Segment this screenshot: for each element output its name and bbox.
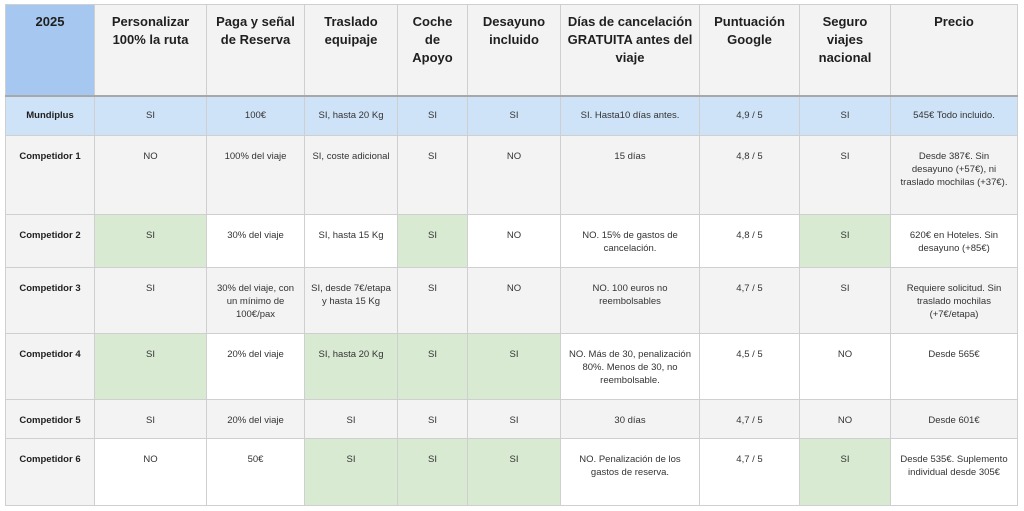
cell-coche: SI bbox=[398, 268, 468, 334]
header-desayuno-incluido: Desayuno incluido bbox=[468, 5, 561, 96]
header-year: 2025 bbox=[6, 5, 95, 96]
cell-paga-senal: 20% del viaje bbox=[207, 334, 305, 400]
table-row-competidor-3 bbox=[6, 268, 1018, 334]
cell-personalizar: SI bbox=[95, 96, 207, 136]
cell-puntuacion: 4,5 / 5 bbox=[700, 334, 800, 400]
cell-precio: Requiere solicitud. Sin traslado mochilas (+7€/etapa) bbox=[891, 268, 1018, 334]
cell-desayuno: NO bbox=[468, 215, 561, 268]
cell-coche: SI bbox=[398, 334, 468, 400]
table-row-competidor-6 bbox=[6, 439, 1018, 506]
cell-cancelacion: NO. Penalización de los gastos de reserva. bbox=[561, 439, 700, 506]
cell-personalizar: NO bbox=[95, 136, 207, 215]
cell-seguro: SI bbox=[800, 215, 891, 268]
cell-seguro: SI bbox=[800, 439, 891, 506]
cell-desayuno: SI bbox=[468, 400, 561, 439]
cell-paga-senal: 30% del viaje, con un mínimo de 100€/pax bbox=[207, 268, 305, 334]
cell-precio: 545€ Todo incluido. bbox=[891, 96, 1018, 136]
cell-traslado: SI, hasta 20 Kg bbox=[305, 334, 398, 400]
table-row-mundiplus bbox=[6, 96, 1018, 136]
row-name: Competidor 6 bbox=[6, 439, 95, 506]
cell-traslado: SI, coste adicional bbox=[305, 136, 398, 215]
cell-precio: Desde 565€ bbox=[891, 334, 1018, 400]
cell-desayuno: SI bbox=[468, 334, 561, 400]
header-row bbox=[6, 5, 1018, 96]
row-name: Competidor 3 bbox=[6, 268, 95, 334]
cell-cancelacion: NO. 15% de gastos de cancelación. bbox=[561, 215, 700, 268]
cell-puntuacion: 4,8 / 5 bbox=[700, 215, 800, 268]
header-seguro-viajes: Seguro viajes nacional bbox=[800, 5, 891, 96]
cell-precio: Desde 601€ bbox=[891, 400, 1018, 439]
cell-traslado: SI, hasta 15 Kg bbox=[305, 215, 398, 268]
row-name: Competidor 2 bbox=[6, 215, 95, 268]
cell-personalizar: SI bbox=[95, 215, 207, 268]
cell-puntuacion: 4,7 / 5 bbox=[700, 400, 800, 439]
header-personalizar-ruta: Personalizar 100% la ruta bbox=[95, 5, 207, 96]
cell-personalizar: NO bbox=[95, 439, 207, 506]
cell-desayuno: SI bbox=[468, 439, 561, 506]
cell-seguro: SI bbox=[800, 136, 891, 215]
cell-traslado: SI bbox=[305, 439, 398, 506]
header-precio: Precio bbox=[891, 5, 1018, 96]
cell-paga-senal: 100€ bbox=[207, 96, 305, 136]
header-puntuacion-google: Puntuación Google bbox=[700, 5, 800, 96]
table-row-competidor-1 bbox=[6, 136, 1018, 215]
cell-coche: SI bbox=[398, 439, 468, 506]
cell-cancelacion: 30 días bbox=[561, 400, 700, 439]
comparison-table bbox=[5, 4, 1018, 506]
cell-seguro: SI bbox=[800, 96, 891, 136]
header-dias-cancelacion: Días de cancelación GRATUITA antes del viaje bbox=[561, 5, 700, 96]
table-row-competidor-5 bbox=[6, 400, 1018, 439]
cell-coche: SI bbox=[398, 215, 468, 268]
cell-coche: SI bbox=[398, 96, 468, 136]
cell-traslado: SI bbox=[305, 400, 398, 439]
cell-paga-senal: 20% del viaje bbox=[207, 400, 305, 439]
table-row-competidor-4 bbox=[6, 334, 1018, 400]
cell-cancelacion: NO. Más de 30, penalización 80%. Menos de 30, no reembolsable. bbox=[561, 334, 700, 400]
row-name: Competidor 5 bbox=[6, 400, 95, 439]
row-name: Mundiplus bbox=[6, 96, 95, 136]
cell-cancelacion: SI. Hasta10 días antes. bbox=[561, 96, 700, 136]
cell-desayuno: NO bbox=[468, 268, 561, 334]
cell-precio: Desde 387€. Sin desayuno (+57€), ni traslado mochilas (+37€). bbox=[891, 136, 1018, 215]
comparison-table-wrapper bbox=[5, 4, 1018, 506]
cell-puntuacion: 4,7 / 5 bbox=[700, 439, 800, 506]
row-name: Competidor 4 bbox=[6, 334, 95, 400]
cell-puntuacion: 4,9 / 5 bbox=[700, 96, 800, 136]
cell-personalizar: SI bbox=[95, 334, 207, 400]
cell-desayuno: NO bbox=[468, 136, 561, 215]
cell-seguro: NO bbox=[800, 334, 891, 400]
cell-personalizar: SI bbox=[95, 400, 207, 439]
cell-precio: Desde 535€. Suplemento individual desde 305€ bbox=[891, 439, 1018, 506]
cell-seguro: NO bbox=[800, 400, 891, 439]
cell-precio: 620€ en Hoteles. Sin desayuno (+85€) bbox=[891, 215, 1018, 268]
header-coche-apoyo: Coche de Apoyo bbox=[398, 5, 468, 96]
row-name: Competidor 1 bbox=[6, 136, 95, 215]
header-paga-senal-reserva: Paga y señal de Reserva bbox=[207, 5, 305, 96]
cell-paga-senal: 50€ bbox=[207, 439, 305, 506]
cell-desayuno: SI bbox=[468, 96, 561, 136]
cell-cancelacion: 15 días bbox=[561, 136, 700, 215]
cell-coche: SI bbox=[398, 136, 468, 215]
cell-traslado: SI, hasta 20 Kg bbox=[305, 96, 398, 136]
cell-personalizar: SI bbox=[95, 268, 207, 334]
header-traslado-equipaje: Traslado equipaje bbox=[305, 5, 398, 96]
cell-paga-senal: 30% del viaje bbox=[207, 215, 305, 268]
cell-traslado: SI, desde 7€/etapa y hasta 15 Kg bbox=[305, 268, 398, 334]
table-row-competidor-2 bbox=[6, 215, 1018, 268]
cell-seguro: SI bbox=[800, 268, 891, 334]
cell-cancelacion: NO. 100 euros no reembolsables bbox=[561, 268, 700, 334]
cell-coche: SI bbox=[398, 400, 468, 439]
cell-paga-senal: 100% del viaje bbox=[207, 136, 305, 215]
cell-puntuacion: 4,7 / 5 bbox=[700, 268, 800, 334]
cell-puntuacion: 4,8 / 5 bbox=[700, 136, 800, 215]
